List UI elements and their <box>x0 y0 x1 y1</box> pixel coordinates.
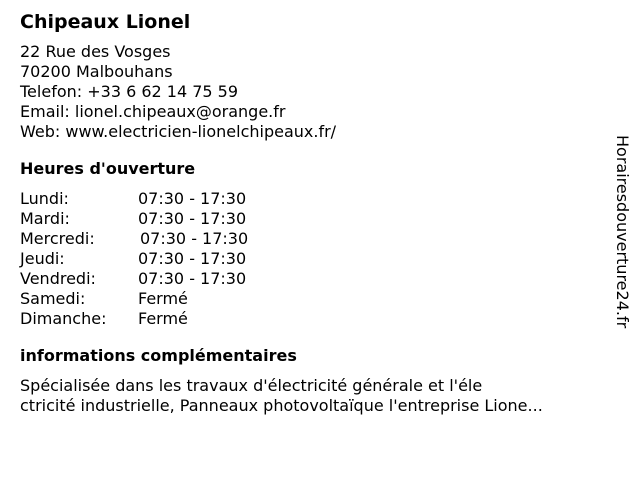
hours-day: Jeudi: <box>20 249 65 268</box>
opening-hours-heading: Heures d'ouverture <box>20 159 196 178</box>
hours-day: Lundi: <box>20 189 69 208</box>
hours-row <box>20 249 600 269</box>
website-url: Web: www.electricien-lionelchipeaux.fr/ <box>20 122 337 141</box>
hours-row <box>20 229 600 249</box>
phone-number: Telefon: +33 6 62 14 75 59 <box>20 82 239 101</box>
hours-day: Mercredi: <box>20 229 95 248</box>
hours-day: Dimanche: <box>20 309 107 328</box>
hours-row <box>20 289 600 309</box>
hours-time: Fermé <box>138 309 188 328</box>
hours-time: 07:30 - 17:30 <box>138 189 247 208</box>
additional-info-heading: informations complémentaires <box>20 346 297 365</box>
hours-row <box>20 209 600 229</box>
hours-time: Fermé <box>138 289 188 308</box>
hours-row <box>20 309 600 329</box>
hours-day: Vendredi: <box>20 269 96 288</box>
address-city: 70200 Malbouhans <box>20 62 173 81</box>
hours-day: Mardi: <box>20 209 70 228</box>
site-watermark: Horairesdouverture24.fr <box>613 135 632 329</box>
email-address: Email: lionel.chipeaux@orange.fr <box>20 102 286 121</box>
hours-time: 07:30 - 17:30 <box>138 269 247 288</box>
description-line-2: ctricité industrielle, Panneaux photovoltaïque l'entreprise Lione... <box>20 396 543 415</box>
description-line-1: Spécialisée dans les travaux d'électricité générale et l'éle <box>20 376 483 395</box>
hours-time: 07:30 - 17:30 <box>140 229 249 248</box>
business-name: Chipeaux Lionel <box>20 11 191 33</box>
hours-day: Samedi: <box>20 289 86 308</box>
hours-row <box>20 269 600 289</box>
hours-time: 07:30 - 17:30 <box>138 209 247 228</box>
hours-time: 07:30 - 17:30 <box>138 249 247 268</box>
address-street: 22 Rue des Vosges <box>20 42 171 61</box>
business-card <box>20 9 600 416</box>
hours-row <box>20 189 600 209</box>
